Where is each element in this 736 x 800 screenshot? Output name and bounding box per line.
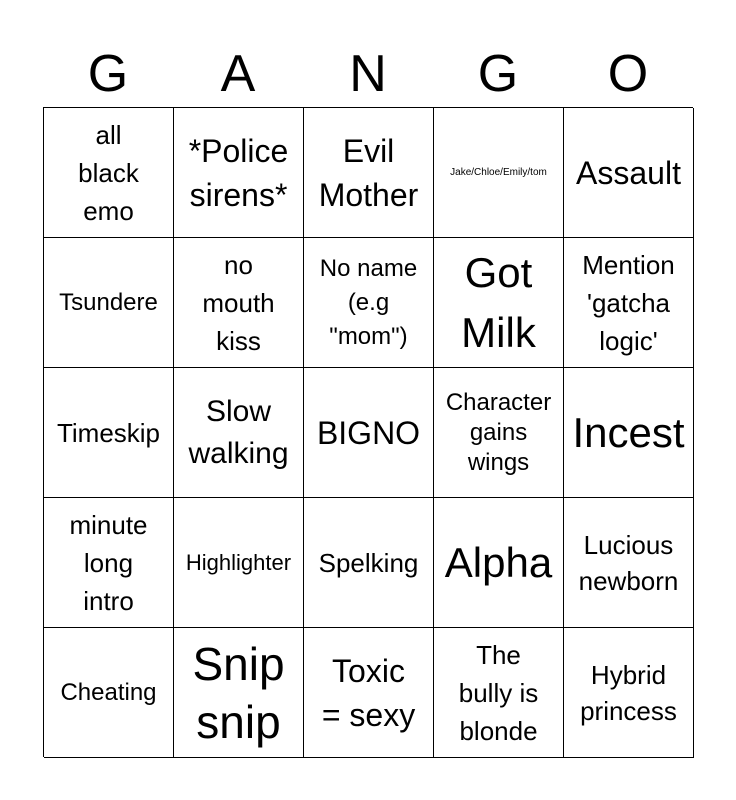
bingo-cell-r3c4[interactable] — [434, 368, 564, 498]
cell-text: minute long intro — [69, 509, 148, 616]
bingo-cell-r1c4[interactable] — [434, 108, 564, 238]
bingo-cell-r3c3[interactable] — [304, 368, 434, 498]
cell-text: Mention 'gatcha logic' — [582, 249, 675, 356]
bingo-cell-r5c5[interactable] — [564, 628, 694, 758]
cell-text: Evil Mother — [318, 132, 419, 213]
bingo-cell-r4c5[interactable] — [564, 498, 694, 628]
bingo-header — [43, 42, 693, 106]
header-letter-5: O — [607, 45, 649, 103]
cell-text: No name (e.g "mom") — [319, 254, 418, 350]
bingo-cell-r2c3[interactable] — [304, 238, 434, 368]
cell-text: Lucious newborn — [578, 529, 679, 596]
cell-text: Hybrid princess — [580, 659, 677, 726]
cell-text: Toxic = sexy — [321, 652, 416, 733]
header-letter-3: N — [349, 45, 387, 103]
cell-text: Timeskip — [56, 417, 161, 448]
cell-text: Assault — [576, 154, 681, 191]
bingo-cell-r2c2[interactable] — [174, 238, 304, 368]
bingo-cell-r2c4[interactable] — [434, 238, 564, 368]
bingo-cell-r3c5[interactable] — [564, 368, 694, 498]
cell-text: Slow walking — [188, 394, 289, 470]
cell-text: *Police sirens* — [188, 132, 289, 213]
bingo-cell-r3c2[interactable] — [174, 368, 304, 498]
bingo-cell-r1c2[interactable] — [174, 108, 304, 238]
cell-text: Got Milk — [461, 248, 536, 356]
bingo-cell-r4c2[interactable] — [174, 498, 304, 628]
header-letter-1: G — [87, 45, 129, 103]
bingo-cell-r1c3[interactable] — [304, 108, 434, 238]
cell-text: Character gains wings — [445, 388, 552, 476]
bingo-cell-r3c1[interactable] — [44, 368, 174, 498]
cell-text: The bully is blonde — [458, 639, 539, 746]
bingo-cell-r5c2[interactable] — [174, 628, 304, 758]
bingo-cell-r4c4[interactable] — [434, 498, 564, 628]
bingo-cell-r1c5[interactable] — [564, 108, 694, 238]
cell-text: Highlighter — [185, 549, 292, 575]
cell-text: Incest — [572, 408, 685, 456]
bingo-cell-r1c1[interactable] — [44, 108, 174, 238]
bingo-cell-r2c5[interactable] — [564, 238, 694, 368]
bingo-cell-r4c3[interactable] — [304, 498, 434, 628]
cell-text: Jake/Chloe/Emily/tom — [450, 167, 547, 178]
cell-text: Snip snip — [192, 637, 285, 748]
bingo-board — [43, 107, 693, 757]
bingo-cell-r5c4[interactable] — [434, 628, 564, 758]
bingo-cell-r5c3[interactable] — [304, 628, 434, 758]
cell-text: Alpha — [444, 538, 553, 586]
cell-text: Cheating — [60, 678, 157, 706]
cell-text: BIGNO — [316, 414, 421, 451]
bingo-cell-r5c1[interactable] — [44, 628, 174, 758]
header-letter-2: A — [220, 45, 256, 103]
cell-text: Tsundere — [59, 288, 158, 316]
cell-text: all black emo — [78, 119, 139, 226]
cell-text: Spelking — [318, 547, 419, 578]
header-letter-4: G — [477, 45, 519, 103]
bingo-cell-r2c1[interactable] — [44, 238, 174, 368]
cell-text: no mouth kiss — [202, 249, 275, 356]
bingo-cell-r4c1[interactable] — [44, 498, 174, 628]
